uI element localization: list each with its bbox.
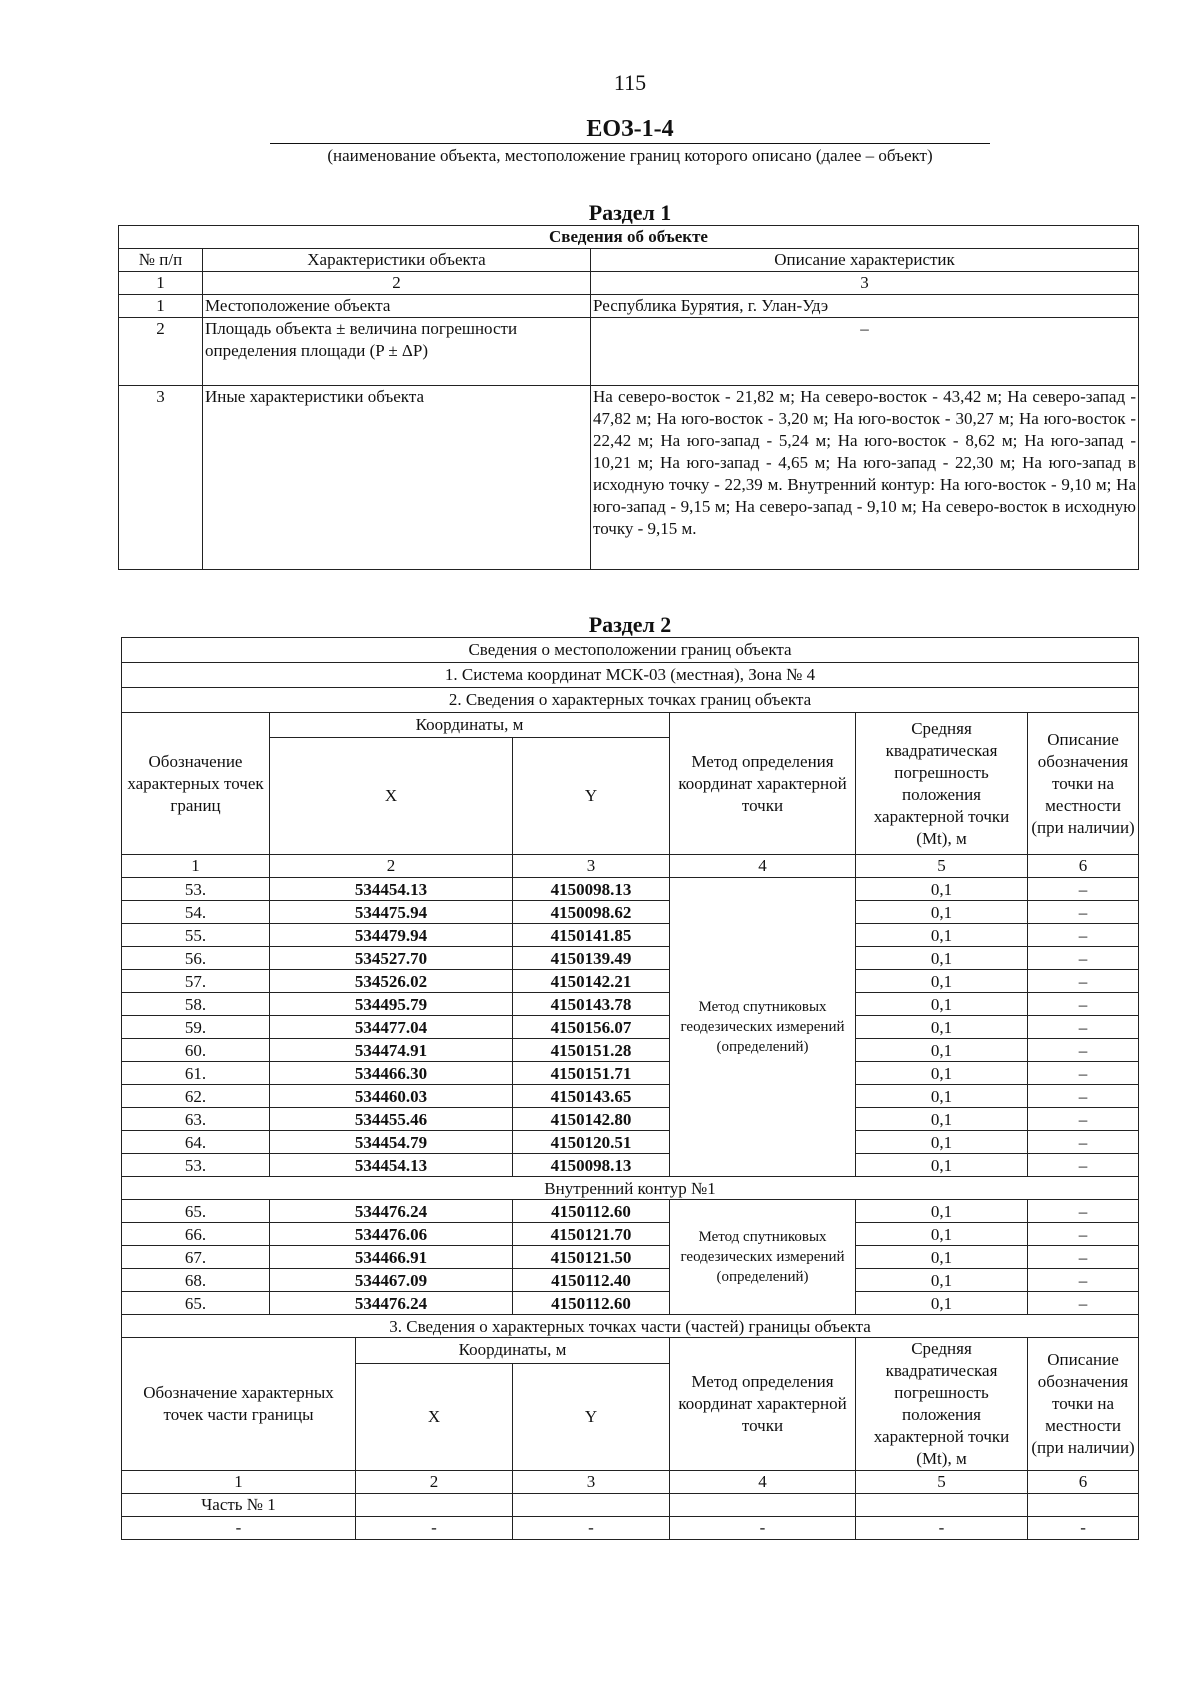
coord-y: 4150139.49 (513, 947, 670, 970)
coord-x: 534466.30 (270, 1062, 513, 1085)
mt-value: 0,1 (856, 901, 1028, 924)
coord-y: 4150098.13 (513, 878, 670, 901)
coord-x: 534454.13 (270, 1154, 513, 1177)
outer-contour-rows (122, 878, 1139, 1177)
point-label: 61. (122, 1062, 270, 1085)
column-number: 3 (513, 855, 670, 878)
point-label: 66. (122, 1223, 270, 1246)
column-number: 4 (670, 855, 856, 878)
coord-x: 534467.09 (270, 1269, 513, 1292)
inner-contour-rows (122, 1200, 1139, 1315)
method-cell: Метод спутниковых геодезических измерений (определений) (670, 878, 856, 1177)
point-row (122, 947, 1139, 970)
point-description: – (1028, 1062, 1139, 1085)
mt-value: 0,1 (856, 924, 1028, 947)
column-number: 6 (1028, 855, 1139, 878)
point-description: – (1028, 1039, 1139, 1062)
row-number: 1 (119, 295, 203, 318)
coord-y: 4150121.70 (513, 1223, 670, 1246)
mt-value: 0,1 (856, 1039, 1028, 1062)
coord-y: 4150151.71 (513, 1062, 670, 1085)
point-label: 54. (122, 901, 270, 924)
mt-value: 0,1 (856, 1246, 1028, 1269)
point-row (122, 1269, 1139, 1292)
method-cell: Метод спутниковых геодезических измерений (определений) (670, 1200, 856, 1315)
point-description: – (1028, 901, 1139, 924)
column-number: 5 (856, 855, 1028, 878)
column-number: 1 (122, 855, 270, 878)
point-label: 55. (122, 924, 270, 947)
point-row (122, 1292, 1139, 1315)
column-number: 6 (1028, 1471, 1139, 1494)
point-description: – (1028, 878, 1139, 901)
coord-x: 534455.46 (270, 1108, 513, 1131)
mt-value: 0,1 (856, 1223, 1028, 1246)
part-label: Часть № 1 (122, 1494, 356, 1517)
coord-y: 4150142.80 (513, 1108, 670, 1131)
header-x: X (270, 738, 513, 855)
coord-x: 534476.24 (270, 1292, 513, 1315)
point-row (122, 1016, 1139, 1039)
point-row (122, 1062, 1139, 1085)
mt-value: 0,1 (856, 878, 1028, 901)
point-row (122, 1200, 1139, 1223)
characteristic: Площадь объекта ± величина погрешности определения площади (P ± ΔP) (203, 318, 591, 386)
column-header: № п/п (119, 249, 203, 272)
coord-y: 4150112.60 (513, 1292, 670, 1315)
header-method: Метод определения координат характерной точки (670, 713, 856, 855)
coord-x: 534476.24 (270, 1200, 513, 1223)
mt-value: 0,1 (856, 1131, 1028, 1154)
point-description: – (1028, 970, 1139, 993)
point-description: – (1028, 1131, 1139, 1154)
table-title: Сведения о местоположении границ объекта (122, 638, 1139, 663)
part-cell: - (670, 1517, 856, 1540)
point-description: – (1028, 1108, 1139, 1131)
point-row (122, 1039, 1139, 1062)
point-description: – (1028, 1292, 1139, 1315)
point-row (122, 1085, 1139, 1108)
column-number: 3 (513, 1471, 670, 1494)
point-description: – (1028, 1246, 1139, 1269)
coord-y: 4150143.65 (513, 1085, 670, 1108)
object-info-table (118, 225, 1139, 570)
characteristic: Местоположение объекта (203, 295, 591, 318)
point-label: 67. (122, 1246, 270, 1269)
coord-x: 534526.02 (270, 970, 513, 993)
point-row (122, 1246, 1139, 1269)
point-description: – (1028, 1269, 1139, 1292)
coord-x: 534460.03 (270, 1085, 513, 1108)
part-cell: - (356, 1517, 513, 1540)
section1-heading: Раздел 1 (588, 200, 672, 225)
point-label: 63. (122, 1108, 270, 1131)
coord-x: 534527.70 (270, 947, 513, 970)
part-cell: - (856, 1517, 1028, 1540)
point-row (122, 878, 1139, 901)
mt-value: 0,1 (856, 1292, 1028, 1315)
coord-y: 4150143.78 (513, 993, 670, 1016)
point-label: 53. (122, 878, 270, 901)
point-description: – (1028, 1223, 1139, 1246)
boundary-points-table (121, 637, 1139, 1540)
point-row (122, 1108, 1139, 1131)
column-number: 1 (122, 1471, 356, 1494)
point-description: – (1028, 924, 1139, 947)
mt-value: 0,1 (856, 947, 1028, 970)
header-error: Средняя квадратическая погрешность положения характерной точки (Mt), м (856, 1338, 1028, 1471)
header-x: X (356, 1363, 513, 1470)
column-number: 2 (203, 272, 591, 295)
characteristic-value: – (591, 318, 1139, 386)
characteristic: Иные характеристики объекта (203, 386, 591, 570)
coord-y: 4150098.62 (513, 901, 670, 924)
part-cell: - (122, 1517, 356, 1540)
header-description: Описание обозначения точки на местности (при наличии) (1028, 713, 1139, 855)
coord-y: 4150120.51 (513, 1131, 670, 1154)
coord-y: 4150151.28 (513, 1039, 670, 1062)
header-coords: Координаты, м (356, 1338, 670, 1364)
point-label: 65. (122, 1200, 270, 1223)
point-row (122, 901, 1139, 924)
column-number: 2 (356, 1471, 513, 1494)
point-label: 62. (122, 1085, 270, 1108)
coord-y: 4150112.40 (513, 1269, 670, 1292)
point-row (122, 1154, 1139, 1177)
mt-value: 0,1 (856, 970, 1028, 993)
column-number: 4 (670, 1471, 856, 1494)
header-description: Описание обозначения точки на местности (при наличии) (1028, 1338, 1139, 1471)
row-number: 3 (119, 386, 203, 570)
point-label: 58. (122, 993, 270, 1016)
page-number: 115 (613, 70, 647, 95)
point-label: 64. (122, 1131, 270, 1154)
part-cell: - (1028, 1517, 1139, 1540)
title-underline (270, 143, 990, 144)
document-title: ЕОЗ-1-4 (586, 116, 674, 142)
point-description: – (1028, 1016, 1139, 1039)
point-label: 65. (122, 1292, 270, 1315)
mt-value: 0,1 (856, 1062, 1028, 1085)
coord-x: 534479.94 (270, 924, 513, 947)
point-label: 53. (122, 1154, 270, 1177)
inner-contour-title: Внутренний контур №1 (122, 1177, 1139, 1200)
column-number: 5 (856, 1471, 1028, 1494)
point-label: 57. (122, 970, 270, 993)
mt-value: 0,1 (856, 1269, 1028, 1292)
subsection-title: 2. Сведения о характерных точках границ объекта (122, 688, 1139, 713)
column-number: 2 (270, 855, 513, 878)
point-description: – (1028, 947, 1139, 970)
mt-value: 0,1 (856, 1200, 1028, 1223)
coord-y: 4150098.13 (513, 1154, 670, 1177)
table-title: Сведения об объекте (119, 226, 1139, 249)
point-description: – (1028, 993, 1139, 1016)
coord-y: 4150121.50 (513, 1246, 670, 1269)
header-point: Обозначение характерных точек границ (122, 713, 270, 855)
point-description: – (1028, 1200, 1139, 1223)
point-label: 68. (122, 1269, 270, 1292)
coord-x: 534475.94 (270, 901, 513, 924)
header-error: Средняя квадратическая погрешность положения характерной точки (Mt), м (856, 713, 1028, 855)
characteristic-value: Республика Бурятия, г. Улан-Удэ (591, 295, 1139, 318)
coord-y: 4150112.60 (513, 1200, 670, 1223)
characteristic-value: На северо-восток - 21,82 м; На северо-восток - 43,42 м; На северо-запад - 47,82 м; На юго-восток - 3,20 м; На юго-восток - 30,27 м; На юго-восток - 22,42 м; На юго-запад - 5,24 м; На юго-восток - 8,62 м; На юго-запад - 10,21 м; На юго-запад - 4,65 м; На юго-запад - 22,30 м; На юго-запад в исходную точку - 22,39 м. Внутренний контур: На юго-восток - 9,10 м; На юго-запад - 9,15 м; На северо-запад - 9,10 м; На северо-восток в исходную точку - 9,15 м. (591, 386, 1139, 570)
mt-value: 0,1 (856, 1108, 1028, 1131)
coord-x: 534495.79 (270, 993, 513, 1016)
point-label: 56. (122, 947, 270, 970)
mt-value: 0,1 (856, 1016, 1028, 1039)
title-caption: (наименование объекта, местоположение границ которого описано (далее – объект) (327, 146, 933, 165)
column-number: 3 (591, 272, 1139, 295)
mt-value: 0,1 (856, 1154, 1028, 1177)
header-coords: Координаты, м (270, 713, 670, 738)
point-row (122, 993, 1139, 1016)
coord-x: 534454.79 (270, 1131, 513, 1154)
coord-y: 4150142.21 (513, 970, 670, 993)
point-row (122, 1131, 1139, 1154)
coord-y: 4150156.07 (513, 1016, 670, 1039)
row-number: 2 (119, 318, 203, 386)
column-number: 1 (119, 272, 203, 295)
point-label: 60. (122, 1039, 270, 1062)
point-row (122, 1223, 1139, 1246)
header-point: Обозначение характерных точек части границы (122, 1338, 356, 1471)
header-method: Метод определения координат характерной точки (670, 1338, 856, 1471)
point-description: – (1028, 1154, 1139, 1177)
coordinate-system: 1. Система координат МСК-03 (местная), Зона № 4 (122, 663, 1139, 688)
part-cell: - (513, 1517, 670, 1540)
coord-x: 534476.06 (270, 1223, 513, 1246)
coord-y: 4150141.85 (513, 924, 670, 947)
coord-x: 534474.91 (270, 1039, 513, 1062)
coord-x: 534477.04 (270, 1016, 513, 1039)
subsection-title: 3. Сведения о характерных точках части (частей) границы объекта (122, 1315, 1139, 1338)
column-header: Характеристики объекта (203, 249, 591, 272)
mt-value: 0,1 (856, 1085, 1028, 1108)
section2-heading: Раздел 2 (588, 612, 672, 637)
point-description: – (1028, 1085, 1139, 1108)
coord-x: 534454.13 (270, 878, 513, 901)
header-y: Y (513, 1363, 670, 1470)
point-row (122, 924, 1139, 947)
mt-value: 0,1 (856, 993, 1028, 1016)
coord-x: 534466.91 (270, 1246, 513, 1269)
column-header: Описание характеристик (591, 249, 1139, 272)
point-label: 59. (122, 1016, 270, 1039)
point-row (122, 970, 1139, 993)
header-y: Y (513, 738, 670, 855)
